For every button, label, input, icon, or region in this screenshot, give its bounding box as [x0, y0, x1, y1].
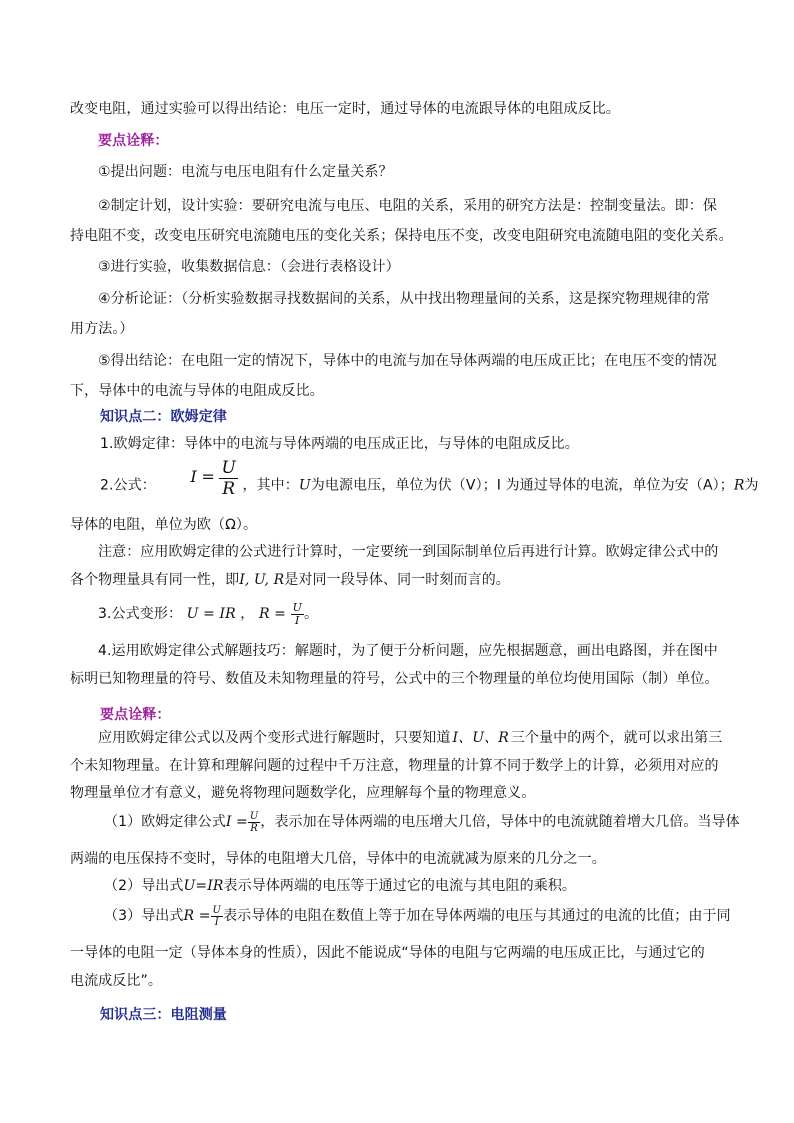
formula-R-symbol: R: [733, 477, 745, 494]
item-3-text: 表示导体的电阻在数值上等于加在导体两端的电压与其通过的电流的比值；由于同: [223, 908, 731, 924]
item-1-label: （1）欧姆定律公式: [104, 814, 226, 830]
item-1-numerator: U: [249, 810, 259, 822]
transform-separator: ，: [240, 606, 255, 622]
explain-line-3: 物理量单位才有意义，避免将物理问题数学化，应理解每个量的物理意义。: [70, 785, 536, 801]
item-2-label: （2）导出式: [104, 878, 184, 894]
step-5-line-1: ⑤得出结论：在电阻一定的情况下，导体中的电流与加在导体两端的电压成正比；在电压不变的情况: [98, 353, 717, 369]
explain-symbols: I、U、R: [452, 730, 509, 746]
step-3: ③进行实验，收集数据信息：（会进行表格设计）: [98, 259, 400, 275]
transform-period: 。: [303, 606, 319, 622]
formula-current-symbol: I: [190, 467, 197, 486]
ohms-law-formula: [190, 454, 238, 501]
item-3-equation: R =: [183, 908, 211, 924]
key-points-heading: 要点诠释：: [98, 133, 169, 149]
item-1-fraction: [248, 811, 261, 834]
explain-text-end: 三个量中的两个，就可以求出第三: [510, 730, 723, 746]
note-symbols: I, U, R: [239, 572, 285, 588]
explain-line-2: 个未知物理量。在计算和理解问题的过程中千万注意，物理量的计算不同于数学上的计算，必须用对应的: [70, 758, 719, 774]
note-text-end: 是对同一段导体、同一时刻而言的。: [284, 572, 510, 588]
item-1-line-2: 两端的电压保持不变时，导体的电阻增大几倍，导体中的电流就减为原来的几分之一。: [70, 851, 606, 867]
tip-line-2: 标明已知物理量的符号、数值及未知物理量的符号，公式中的三个物理量的单位均使用国际（制）单位。: [70, 671, 719, 687]
transform-fraction: [291, 602, 304, 627]
formula-denominator: R: [222, 478, 236, 499]
item-3-line-3: 电流成反比”。: [70, 973, 162, 989]
step-5-line-2: 下，导体中的电流与导体的电阻成反比。: [70, 383, 324, 399]
transform-denominator: I: [295, 613, 300, 627]
ohms-law-definition: 1.欧姆定律：导体中的电流与导体两端的电压成正比，与导体的电阻成反比。: [100, 436, 579, 452]
item-1-denominator: R: [250, 822, 258, 834]
formula-transform-line: [98, 601, 318, 627]
paragraph-conclusion: 改变电阻，通过实验可以得出结论：电压一定时，通过导体的电流跟导体的电阻成反比。: [70, 101, 620, 117]
item-3-line-2: 一导体的电阻一定（导体本身的性质），因此不能说成“导体的电阻与它两端的电压成正比，与通过它的: [70, 945, 705, 961]
formula-fraction: [219, 458, 237, 499]
step-1: ①提出问题：电流与电压电阻有什么定量关系？: [98, 164, 393, 180]
note-text: 各个物理量具有同一性，即: [70, 572, 240, 588]
section-heading-resistance-measurement: 知识点三：电阻测量: [100, 1007, 227, 1023]
transform-U-equation: U = IR: [186, 606, 236, 622]
key-points-heading-2: 要点诠释：: [100, 707, 171, 723]
step-4-line-1: ④分析论证：（分析实验数据寻找数据间的关系，从中找出物理量间的关系，这是探究物理规律的常: [98, 291, 710, 307]
formula-line: [100, 457, 759, 512]
item-3-label: （3）导出式: [104, 908, 184, 924]
formula-where: ，其中：: [242, 477, 299, 494]
step-2-line-1: ②制定计划，设计实验：要研究电流与电压、电阻的关系，采用的研究方法是：控制变量法。即：保: [98, 198, 717, 214]
explain-text: 应用欧姆定律公式以及两个变形式进行解题时，只要知道: [98, 730, 451, 746]
formula-explanation-end: 为: [744, 477, 759, 494]
step-2-line-2: 持电阻不变，改变电压研究电流随电压的变化关系；保持电压不变，改变电阻研究电流随电阻的变化关系。: [70, 228, 733, 244]
formula-U-symbol: U: [298, 477, 311, 494]
transform-R-equation: R =: [258, 606, 286, 622]
item-3-line-1: [104, 903, 731, 929]
transform-label: 3.公式变形：: [98, 606, 183, 622]
note-line-1: 注意：应用欧姆定律的公式进行计算时，一定要统一到国际制单位后再进行计算。欧姆定律公式中的: [98, 544, 719, 560]
transform-numerator: U: [292, 600, 302, 614]
formula-label: 2.公式：: [100, 477, 156, 494]
item-3-denominator: I: [214, 916, 219, 928]
explain-line-1: [98, 728, 722, 748]
formula-equals: =: [201, 467, 215, 486]
formula-numerator: U: [221, 457, 236, 478]
item-1-text: ，表示加在导体两端的电压增大几倍，导体中的电流就随着增大几倍。当导体: [260, 814, 740, 830]
section-heading-ohms-law: 知识点二：欧姆定律: [100, 409, 227, 425]
step-4-line-2: 用方法。）: [70, 321, 134, 337]
item-1-line-1: [104, 809, 740, 835]
note-line-2: [70, 570, 510, 590]
formula-resistance-unit: 导体的电阻，单位为欧（Ω）。: [70, 517, 258, 533]
tip-line-1: 4.运用欧姆定律公式解题技巧：解题时，为了便于分析问题，应先根据题意，画出电路图，并在图中: [98, 643, 718, 659]
item-1-equation: I =: [225, 814, 248, 830]
item-3-fraction: [211, 905, 224, 928]
formula-explanation: 为电源电压，单位为伏（V）；I 为通过导体的电流，单位为安（A）；: [310, 477, 734, 494]
item-2-text: 表示导体两端的电压等于通过它的电流与其电阻的乘积。: [223, 878, 577, 894]
item-3-numerator: U: [212, 904, 222, 916]
item-2: [104, 876, 576, 896]
item-2-equation: U=IR: [183, 878, 224, 894]
